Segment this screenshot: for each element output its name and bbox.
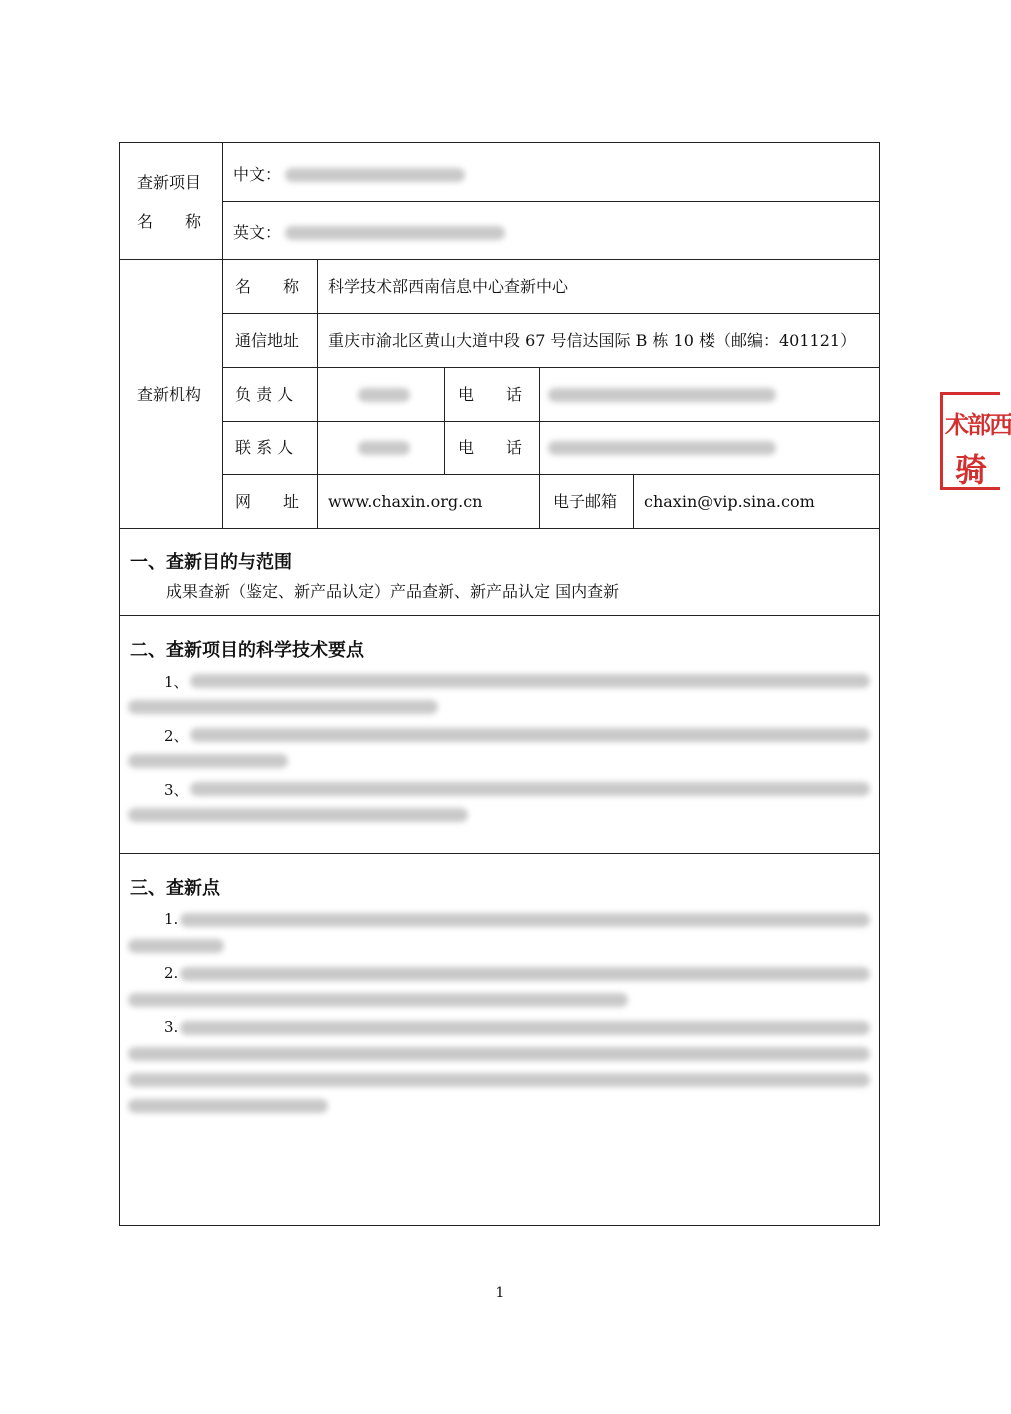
section3-item-3-number: 3. [164,1018,179,1036]
org-website-value[interactable]: www.chaxin.org.cn [328,492,483,511]
project-label-name: 名 称 [137,212,202,231]
section3-item-2-number: 2. [164,964,179,982]
redacted-text [128,754,288,768]
redacted-contact-name [358,441,410,455]
redacted-text [180,967,870,981]
section1-content: 成果查新（鉴定、新产品认定）产品查新、新产品认定 国内查新 [166,582,620,601]
section2-item-2-number: 2、 [164,727,189,745]
redacted-text [190,728,870,742]
org-address-value: 重庆市渝北区黄山大道中段 67 号信达国际 B 栋 10 楼（邮编：401121） [328,331,857,350]
divider [222,201,880,202]
project-cn-label: 中文： [233,165,282,184]
project-label: 查新项目 [137,173,202,192]
divider [222,474,880,475]
redacted-text [128,1073,870,1087]
redacted-text [128,993,628,1007]
page-number: 1 [495,1285,505,1301]
redacted-text [128,808,468,822]
redacted-project-en [285,226,505,240]
divider [539,367,540,528]
partial-seal-stamp [940,392,1011,490]
divider [222,421,880,422]
divider [222,367,880,368]
divider [119,259,880,260]
section1-title: 一、查新目的与范围 [130,552,292,573]
section3-item-1-number: 1. [164,910,179,928]
org-name-value: 科学技术部西南信息中心查新中心 [328,277,569,296]
redacted-text [128,1099,328,1113]
divider [317,259,318,528]
org-name-label: 名 称 [235,277,300,296]
org-leader-label: 负 责 人 [235,385,294,404]
redacted-leader-name [358,388,410,402]
org-contact-phone-label: 电 话 [458,438,523,457]
seal-text-line1: 术部西 [945,410,1011,439]
org-leader-phone-label: 电 话 [458,385,523,404]
redacted-contact-phone [548,441,776,455]
divider [633,474,634,528]
org-address-label: 通信地址 [235,331,300,350]
section3-title: 三、查新点 [130,878,220,899]
section2-item-3-number: 3、 [164,781,189,799]
org-section-label: 查新机构 [137,385,202,404]
divider [444,367,445,474]
redacted-leader-phone [548,388,776,402]
project-en-label: 英文： [233,223,282,242]
org-website-label: 网 址 [235,492,300,511]
section2-title: 二、查新项目的科学技术要点 [130,640,364,661]
redacted-text [190,782,870,796]
section2-item-1-number: 1、 [164,673,189,691]
divider [222,142,223,528]
redacted-text [128,939,224,953]
redacted-text [190,674,870,688]
org-contact-label: 联 系 人 [235,438,294,457]
redacted-text [180,913,870,927]
divider [119,615,880,616]
org-email-value[interactable]: chaxin@vip.sina.com [644,492,815,511]
divider [119,853,880,854]
seal-text-line2: 骑 [955,451,988,489]
divider [119,528,880,529]
redacted-text [128,1047,870,1061]
divider [222,313,880,314]
org-email-label: 电子邮箱 [553,492,618,511]
redacted-text [180,1021,870,1035]
redacted-project-cn [285,168,465,182]
redacted-text [128,700,438,714]
